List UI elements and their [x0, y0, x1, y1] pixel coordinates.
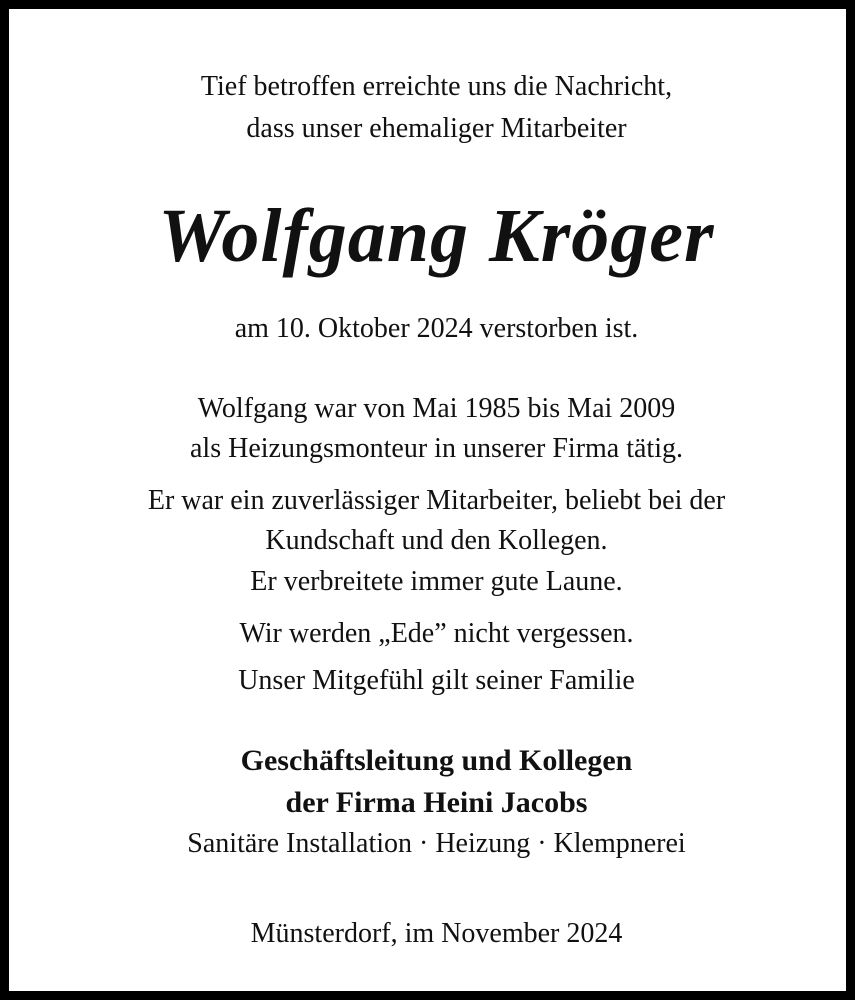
tribute-line-2: als Heizungsmonteur in unserer Firma tätig.: [190, 433, 683, 464]
tribute-line-7: Unser Mitgefühl gilt seiner Familie: [238, 665, 635, 696]
place-date-line: Münsterdorf, im November 2024: [250, 918, 623, 949]
tribute-line-5: Er verbreitete immer gute Laune.: [250, 566, 623, 597]
death-date-line: am 10. Oktober 2024 verstorben ist.: [234, 313, 639, 344]
deceased-name: Wolfgang Kröger: [158, 194, 715, 278]
services-line: Sanitäre Installation · Heizung · Klempnerei: [187, 828, 686, 859]
tribute-line-1: Wolfgang war von Mai 1985 bis Mai 2009: [197, 393, 676, 424]
signature-line-2: der Firma Heini Jacobs: [285, 786, 588, 819]
intro-line-2: dass unser ehemaliger Mitarbeiter: [246, 113, 627, 144]
intro-line-1: Tief betroffen erreichte uns die Nachricht,: [200, 71, 673, 102]
signature-line-1: Geschäftsleitung und Kollegen: [240, 744, 633, 777]
tribute-line-3: Er war ein zuverlässiger Mitarbeiter, beliebt bei der: [147, 485, 726, 516]
tribute-line-6: Wir werden „Ede” nicht vergessen.: [239, 618, 634, 649]
tribute-line-4: Kundschaft und den Kollegen.: [265, 525, 608, 556]
